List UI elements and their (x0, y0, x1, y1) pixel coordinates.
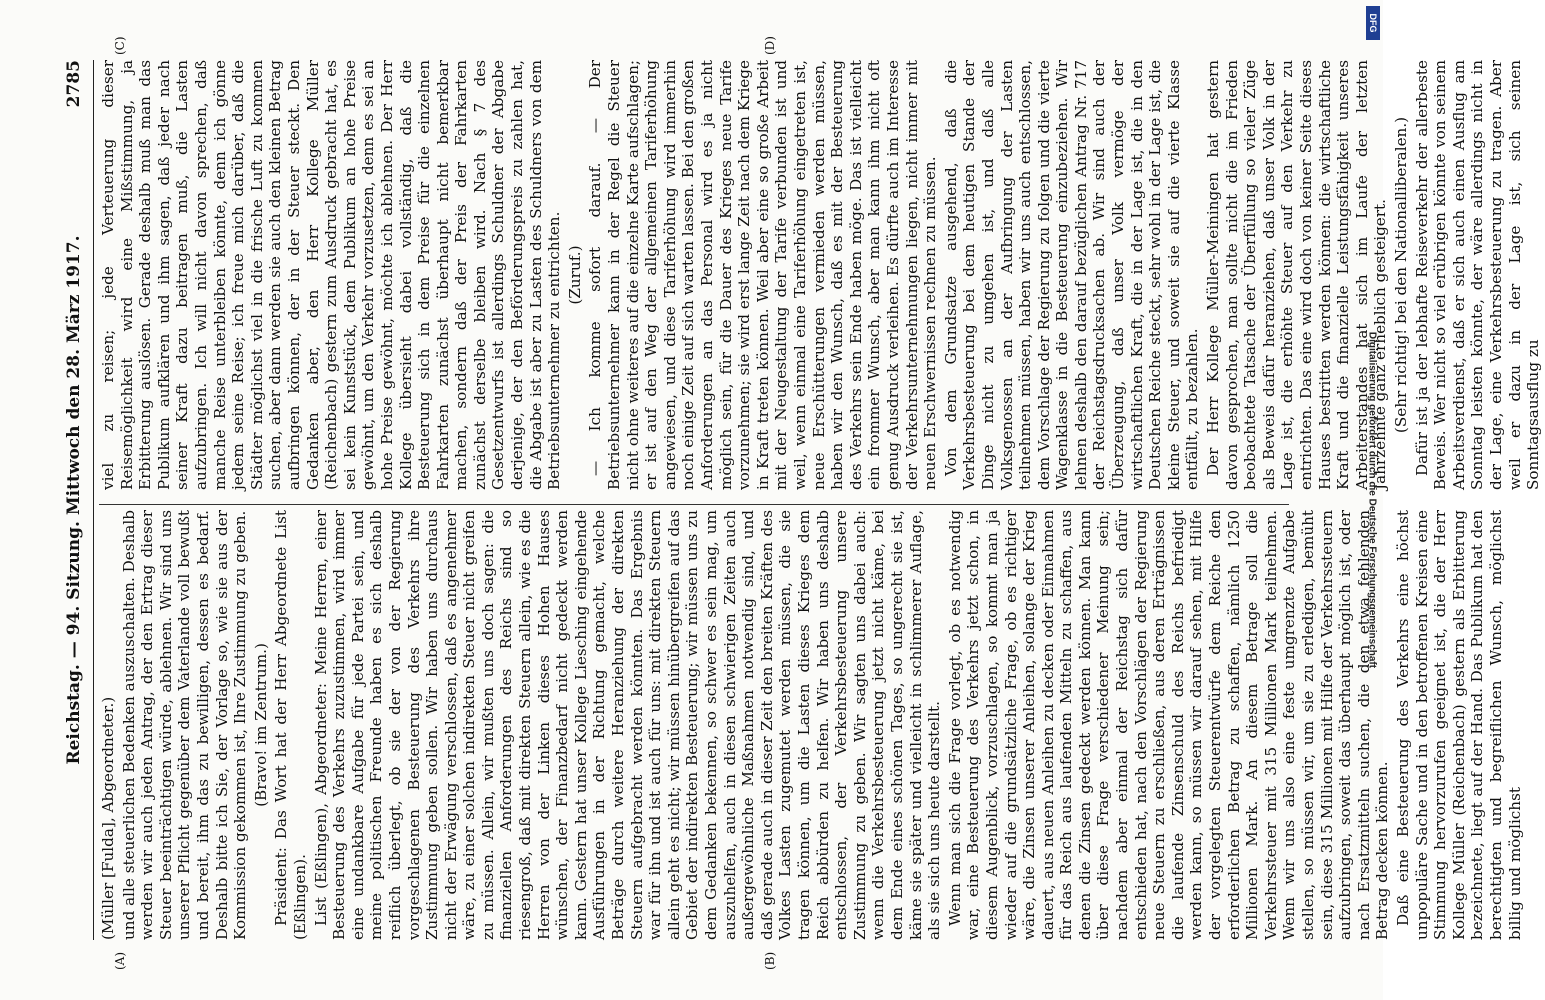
page-header (65, 60, 89, 940)
paragraph: Der Herr Kollege Müller-Meiningen hat gestern davon gesprochen, man sollte nicht die im Frieden beobachtete Tatsache der Überfüllung so vieler Züge als Beweis dafür heranziehen, daß unser Volk in der Lage ist, die erhöhte Steuer auf den Verkehr zu entrichten. Das eine wird doch von keiner Seite dieses Hauses bestritten werden können: die wirtschaftliche Kraft und die finanzielle Leistungsfähigkeit unseres Arbeiterstandes hat sich im Laufe der letzten Jahrzehnte ganz erheblich gesteigert. (1204, 60, 1390, 490)
dfg-logo: DFG (1366, 6, 1380, 40)
header-rule (93, 60, 94, 940)
paragraph: Präsident: Das Wort hat der Herr Abgeordnete List (Eßlingen). (272, 510, 309, 940)
paragraph: — Ich komme sofort darauf. — Der Betriebsunternehmer kann in der Regel die Steuer nicht ohne weiteres auf die einzelne Karte aufschlagen; er ist auf den Weg der allgemeinen Tariferhöhung angewiesen, und diese Tariferhöhung wird immerhin noch einige Zeit auf sich warten lassen. Bei den großen Anforderungen an das Personal wird es ja nicht möglich sein, für die Dauer des Krieges neue Tarife vorzunehmen; sie wird erst lange Zeit nach dem Kriege in Kraft treten können. Weil aber eine so große Arbeit mit der Neugestaltung der Tarife verbunden ist und weil, wenn einmal eine Tariferhöhung eingetreten ist, neue Erschütterungen vermieden werden müssen, haben wir den Wunsch, daß es mit der Besteuerung des Verkehrs sein Ende haben möge. Das ist vielleicht ein frommer Wunsch, aber man kann ihm nicht oft genug Ausdruck verleihen. Es dürfte auch im Interesse der Verkehrsunternehmungen liegen, nicht immer mit neuen Erschwernissen rechnen zu müssen. (586, 60, 940, 490)
digitization-credit (1360, 0, 1383, 1000)
margin-mark-c: (C) (113, 36, 127, 55)
column-divider (99, 504, 1289, 505)
paragraph: Dafür ist ja der lebhafte Reiseverkehr der allerbeste Beweis. Wer nicht so viel erübrigen könnte von seinem Arbeitsverdienst, daß er sich auch einen Ausflug am Sonntag leisten könnte, der wäre allerdings nicht in der Lage, eine Verkehrsbesteuerung zu tragen. Aber weil er dazu in der Lage ist, sich seinen Sonntagsausflug zu (1412, 60, 1543, 490)
paragraph: List (Eßlingen), Abgeordneter: Meine Herren, einer Besteuerung des Verkehrs zuzustimmen, wird immer eine undankbare Aufgabe für jede Partei sein, und meine politischen Freunde haben es sich deshalb reiflich überlegt, ob sie der von der Regierung vorgeschlagenen Besteuerung des Verkehrs ihre Zustimmung geben sollen. Wir haben uns durchaus nicht der Erwägung verschlossen, daß es angenehmer wäre, zu einer solchen indirekten Steuer nicht greifen zu müssen. Allein, wir mußten uns doch sagen: die finanziellen Anforderungen des Reichs sind so riesengroß, daß mit direkten Steuern allein, wie es die Herren von der Linken dieses Hohen Hauses wünschen, der Finanzbedarf nicht gedeckt werden kann. Gestern hat unser Kollege Liesching eingehende Ausführungen in der Richtung gemacht, welche Beträge durch weitere Heranziehung der direkten Steuern aufgebracht werden könnten. Das Ergebnis war für ihn und ist auch für uns: mit direkten Steuern allein geht es nicht; wir müssen hinübergreifen auf das Gebiet der indirekten Besteuerung; wir müssen uns zu dem Gedanken bekennen, so schwer es sein mag, um auszuhelfen, auch in diesen schwierigen Zeiten auch außergewöhnliche Maßnahmen notwendig sind, und daß gerade auch in dieser Zeit den breiten Kräften des Volkes Lasten zugemutet werden müssen, die sie tragen können, um die Lasten dieses Krieges dem Reich abbürden zu helfen. Wir haben uns deshalb entschlossen, der Verkehrsbesteuerung unsere Zustimmung zu geben. Wir sagten uns dabei auch: wenn die Verkehrsbesteuerung jetzt nicht käme, bei dem Ende eines schönen Tages, so ungerecht sie ist, käme sie später und vielleicht in schlimmerer Auflage, als sie sich uns heute darstellt. (311, 510, 944, 940)
interjection: (Sehr richtig! bei den Nationalliberalen.) (1391, 116, 1410, 434)
margin-mark-d: (D) (763, 36, 777, 55)
interjection: (Bravo! im Zentrum.) (251, 643, 270, 807)
text-column-right (99, 60, 1545, 490)
paragraph: Daß eine Besteuerung des Verkehrs eine höchst unpopuläre Sache und in den betroffenen Kreisen eine Stimmung hervorzurufen geeignet ist, die der Herr Kollege Müller (Reichenbach) gestern als Erbitterung bezeichnete, liegt auf der Hand. Das Publikum hat den berechtigten und begreiflichen Wunsch, möglichst billig und möglichst (1393, 510, 1524, 940)
margin-mark-b: (B) (763, 951, 777, 970)
header-title: Reichstag. — 94. Sitzung. Mittwoch den 28. März 1917. (64, 235, 84, 765)
page-number: 2785 (64, 60, 84, 108)
credit-text: Digitalisierung gefördert durch die Deutsche Forschungsgemeinschaft (1366, 331, 1377, 669)
margin-mark-a: (A) (113, 951, 127, 970)
paragraph: viel zu reisen; jede Verteuerung dieser Reisemöglichkeit wird eine Mißstimmung, ja Erbitterung auslösen. Gerade deshalb muß man das Publikum aufklären und ihm sagen, daß jeder nach seiner Kraft dazu beitragen muß, die Lasten aufzubringen. Ich will nicht davon sprechen, daß manche Reise unterbleiben könnte, denn ich gönne jedem seine Reise; ich freue mich darüber, daß die Städter möglichst viel in die frische Luft zu kommen suchen, aber dann werden sie auch den kleinen Betrag aufbringen können, der in der Steuer steckt. Den Gedanken aber, den Herr Kollege Müller (Reichenbach) gestern zum Ausdruck gebracht hat, es sei kein Kunststück, dem Publikum an hohe Preise gewöhnt, um den Verkehr vorzusetzen, denn es sei an hohe Preise gewöhnt, möchte ich ablehnen. Der Herr Kollege übersieht dabei vollständig, daß die Besteuerung sich in dem Preise für die einzelnen Fahrkarten zunächst überhaupt nicht bemerkbar machen, sondern daß der Preis der Fahrkarten zunächst derselbe bleiben wird. Nach § 7 des Gesetzentwurfs ist allerdings Schuldner der Abgabe derjenige, der den Beförderungspreis zu zahlen hat, die Abgabe ist aber zu Lasten des Schuldners von dem Betriebsunternehmer zu entrichten. (99, 60, 564, 490)
paragraph: und alle steuerlichen Bedenken auszuschalten. Deshalb werden wir auch jeden Antrag, der den Ertrag dieser Steuer beeinträchtigen würde, ablehnen. Wir sind uns unserer Pflicht gegenüber dem Vaterlande voll bewußt und bereit, ihm das zu bewilligen, dessen es bedarf. Deshalb bitte ich Sie, der Vorlage so, wie sie aus der Kommission gekommen ist, Ihre Zustimmung zu geben. (119, 510, 250, 940)
interjection: (Zuruf.) (565, 245, 584, 305)
text-column-left (99, 510, 1526, 940)
speaker-continuation: (Müller [Fulda], Abgeordneter.) (99, 696, 117, 940)
paragraph: Von dem Grundsatze ausgehend, daß die Verkehrsbesteuerung bei dem heutigen Stande der Dinge nicht zu umgehen ist, und daß alle Volksgenossen an der Aufbringung der Lasten teilnehmen müssen, haben wir uns auch entschlossen, dem Vorschlage der Regierung zu folgen und die vierte Wagenklasse in die Besteuerung einzubeziehen. Wir lehnen deshalb den darauf bezüglichen Antrag Nr. 717 der Reichstagsdrucksachen ab. Wir sind auch der Überzeugung, daß unser Volk vermöge der wirtschaftlichen Kraft, die in der Lage ist, die in den Deutschen Reiche steckt, sehr wohl in der Lage ist, die kleine Steuer, und soweit sie auf die vierte Klasse entfällt, zu bezahlen. (941, 60, 1202, 490)
paragraph: Wenn man sich die Frage vorlegt, ob es notwendig war, eine Besteuerung des Verkehrs jetzt schon, in diesem Augenblick, vorzuschlagen, so kommt man ja wieder auf die grundsätzliche Frage, ob es richtiger wäre, die Zinsen unserer Anleihen, solange der Krieg dauert, aus neuen Anleihen zu decken oder Einnahmen für das Reich aus laufenden Mitteln zu schaffen, aus denen die Zinsen gedeckt werden können. Man kann über diese Frage verschiedener Meinung sein; nachdem aber einmal der Reichstag sich dafür entschieden hat, nach den Vorschlägen der Regierung neue Steuern zu erschließen, aus deren Erträgnissen die laufende Zinsenschuld des Reichs befriedigt werden kann, so müssen wir darauf sehen, mit Hilfe der vorgelegten Steuerentwürfe dem Reiche den erforderlichen Betrag zu schaffen, nämlich 1250 Millionen Mark. An diesem Betrage soll die Verkehrssteuer mit 315 Millionen Mark teilnehmen. Wenn wir uns also eine feste umgrenzte Aufgabe stellen, so müssen wir, um sie zu erledigen, bemüht sein, diese 315 Millionen mit Hilfe der Verkehrssteuern aufzubringen, soweit das überhaupt möglich ist, oder nach Ersatzmitteln suchen, die den etwa fehlenden Betrag decken können. (945, 510, 1392, 940)
